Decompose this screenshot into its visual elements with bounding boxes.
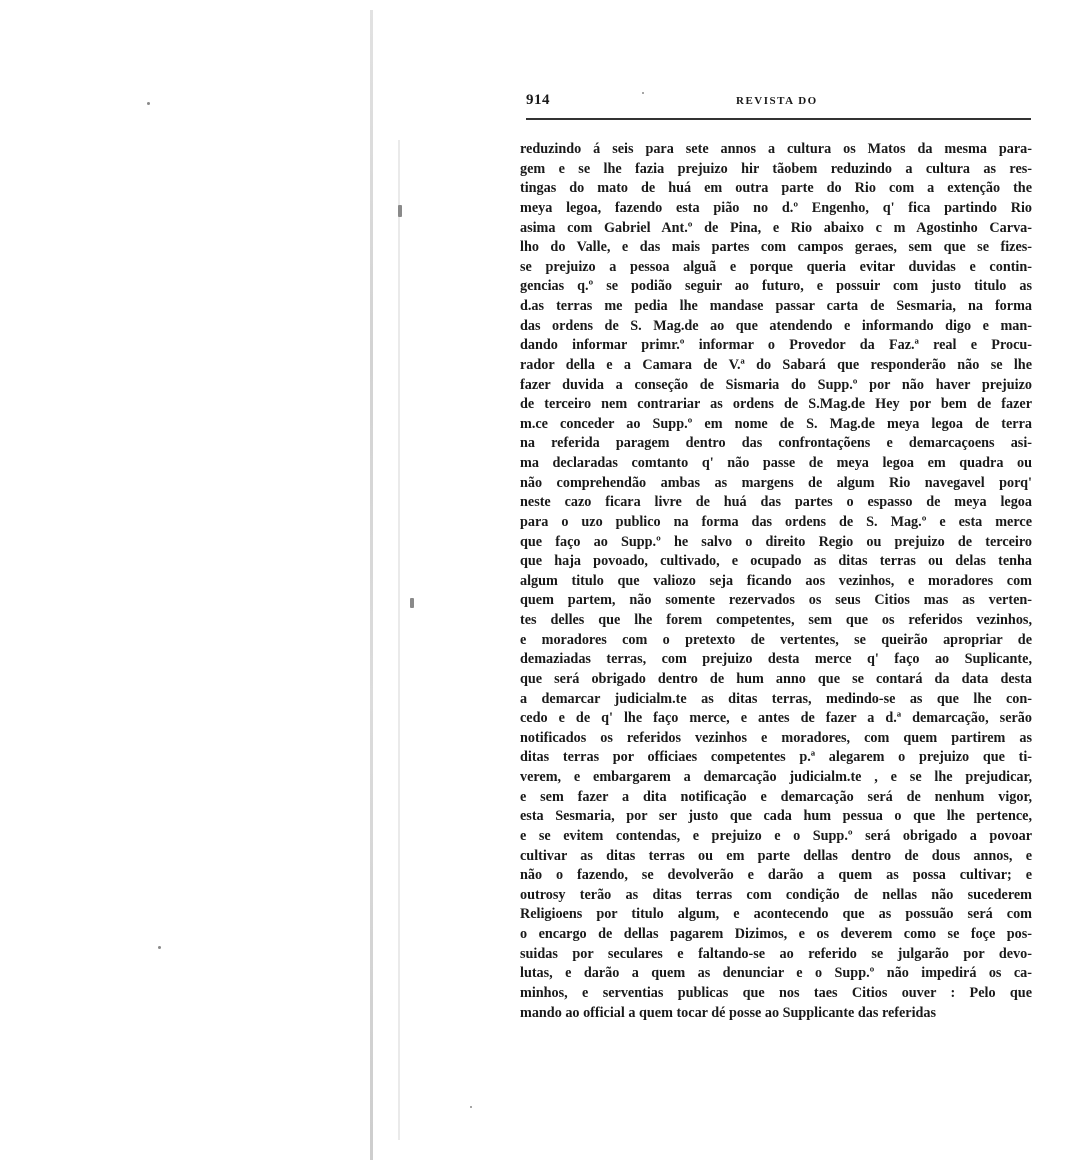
text-line: suidas por seculares e faltando-se ao referido se julgarão por devo- — [520, 945, 1032, 962]
scan-speck — [398, 205, 402, 217]
text-line: não comprehendão ambas as margens de algum Rio navegavel porq' — [520, 474, 1032, 491]
scan-speck — [147, 102, 150, 105]
scan-speck — [410, 598, 414, 608]
scan-speck — [470, 1106, 472, 1108]
text-line: lutas, e darão a quem as denunciar e o Supp.º não impedirá os ca- — [520, 965, 1032, 982]
text-line: de terceiro nem contrariar as ordens de S.Mag.de Hey por bem de fazer — [520, 396, 1032, 413]
text-line: que será obrigado dentro de hum anno que se contará da data desta — [520, 670, 1032, 687]
text-line: cedo e de q' lhe faço merce, e antes de fazer a d.ª demarcação, serão — [520, 710, 1032, 727]
text-line: ma declaradas comtanto q' não passe de meya legoa em quadra ou — [520, 455, 1032, 471]
running-title: REVISTA DO — [736, 95, 818, 107]
text-line: quem partem, não somente rezervados os seus Citios mas as verten- — [520, 592, 1032, 609]
text-line: notificados os referidos vezinhos e moradores, com quem partirem as — [520, 729, 1032, 746]
text-line: esta Sesmaria, por ser justo que cada hum pessua o que lhe pertence, — [520, 808, 1032, 825]
text-line: algum titulo que valiozo seja ficando aos vezinhos, e moradores com — [520, 572, 1032, 589]
scan-speck — [158, 946, 161, 949]
text-line: na referida paragem dentro das confrontaçõens e demarcaçoens asi- — [520, 435, 1032, 452]
text-line: dando informar primr.º informar o Provedor da Faz.ª real e Procu- — [520, 337, 1032, 354]
text-line: que faço ao Supp.º he salvo o direito Regio ou prejuizo de terceiro — [520, 533, 1032, 550]
text-line: cultivar as ditas terras ou em parte dellas dentro de dous annos, e — [520, 847, 1032, 864]
page-header — [526, 92, 1031, 114]
text-line: ditas terras por officiaes competentes p.ª alegarem o prejuizo que ti- — [520, 749, 1032, 766]
text-line: rador della e a Camara de V.ª do Sabará que responderão não se lhe — [520, 356, 1032, 373]
text-line: demaziadas terras, com prejuizo desta merce q' faço ao Suplicante, — [520, 651, 1032, 668]
text-line: gencias q.º se podião seguir ao futuro, e possuir com justo titulo as — [520, 278, 1032, 295]
text-line: outrosy terão as ditas terras com condição de nellas não sucederem — [520, 886, 1032, 903]
text-line: asima com Gabriel Ant.º de Pina, e Rio abaixo c m Agostinho Carva- — [520, 219, 1032, 236]
text-line: reduzindo á seis para sete annos a cultura os Matos da mesma para- — [520, 141, 1032, 157]
text-line: m.ce conceder ao Supp.º em nome de S. Mag.de meya legoa de terra — [520, 415, 1032, 432]
text-line: gem e se lhe fazia prejuizo hir tãobem reduzindo a cultura as res- — [520, 160, 1032, 177]
text-line: fazer duvida a conseção de Sismaria do Supp.º por não haver prejuizo — [520, 376, 1032, 393]
text-line: a demarcar judicialm.te as ditas terras, medindo-se as que lhe con- — [520, 690, 1032, 707]
text-line: e se evitem contendas, e prejuizo e o Supp.º será obrigado a povoar — [520, 827, 1032, 844]
document-body — [520, 140, 1032, 1023]
text-line: tes delles que lhe forem competentes, sem que os referidos vezinhos, — [520, 612, 1032, 628]
header-rule — [526, 118, 1031, 121]
text-line: verem, e embargarem a demarcação judicialm.te , e se lhe prejudicar, — [520, 769, 1032, 785]
text-line: d.as terras me pedia lhe mandase passar carta de Sesmaria, na forma — [520, 298, 1032, 314]
text-line: minhos, e serventias publicas que nos taes Citios ouver : Pelo que — [520, 984, 1032, 1001]
text-line: neste cazo ficara livre de huá das partes o espasso de meya legoa — [520, 494, 1032, 511]
text-line: mando ao official a quem tocar dé posse ao Supplicante das referidas — [520, 1004, 937, 1021]
text-line: que haja povoado, cultivado, e ocupado as ditas terras ou delas tenha — [520, 553, 1032, 570]
text-line: não o fazendo, se devolverão e darão a quem as possa cultivar; e — [520, 867, 1032, 884]
text-line: meya legoa, fazendo esta pião no d.º Engenho, q' fica partindo Rio — [520, 199, 1032, 216]
page-number: 914 — [526, 92, 550, 108]
text-line: tingas do mato de huá em outra parte do Rio com a extenção the — [520, 180, 1032, 197]
text-line: das ordens de S. Mag.de ao que atendendo e informando digo e man- — [520, 317, 1032, 334]
gutter-shadow-secondary — [398, 140, 400, 1140]
text-line: lho do Valle, e das mais partes com campos geraes, sem que se fizes- — [520, 239, 1032, 256]
text-line: e moradores com o pretexto de vertentes, se queirão apropriar de — [520, 631, 1032, 648]
text-line: para o uzo publico na forma das ordens de S. Mag.º e esta merce — [520, 513, 1032, 530]
gutter-shadow — [370, 10, 373, 1160]
text-line: e sem fazer a dita notificação e demarcação será de nenhum vigor, — [520, 788, 1032, 805]
text-line: Religioens por titulo algum, e acontecendo que as possuão será com — [520, 906, 1032, 923]
text-line: o encargo de dellas pagarem Dizimos, e os deverem como se foçe pos- — [520, 926, 1032, 942]
text-line: se prejuizo a pessoa alguã e porque queria evitar duvidas e contin- — [520, 258, 1032, 275]
